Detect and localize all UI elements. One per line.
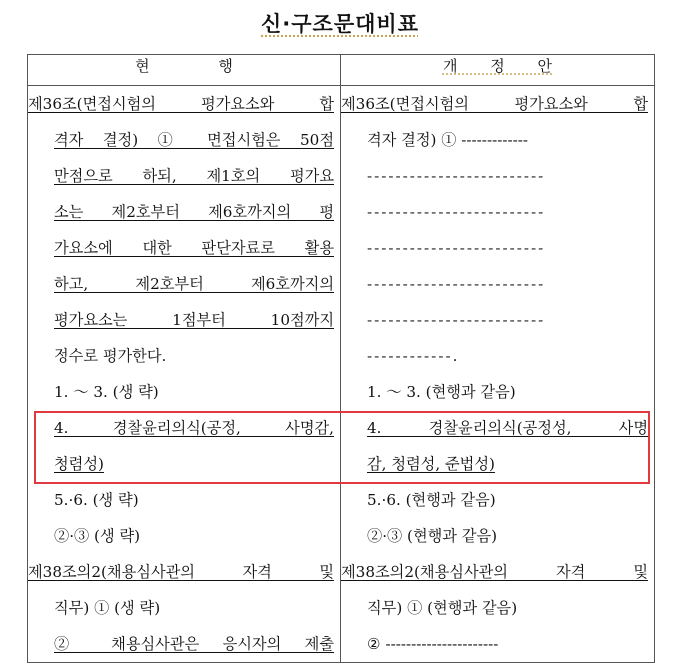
proposed-line-9: 1. ～ 3. (현행과 같음) <box>367 383 516 401</box>
proposed-line-4: ------------------------- <box>367 203 546 221</box>
comparison-table <box>27 54 655 663</box>
table-body-row <box>28 86 655 663</box>
current-line-9: 1. ～ 3. (생 략) <box>54 383 159 401</box>
current-line-3: 만점으로 하되, 제1호의 평가요 <box>54 167 334 185</box>
proposed-line-14: 제38조의2(채용심사관의 자격 및 <box>341 563 648 581</box>
header-proposed: 개 정 안 <box>341 55 655 86</box>
proposed-line-16: ② ---------------------- <box>367 635 499 653</box>
table-header-row <box>28 55 655 86</box>
current-line-6: 하고, 제2호부터 제6호까지의 <box>54 275 334 293</box>
proposed-line-1: 제36조(면접시험의 평가요소와 합 <box>341 95 648 113</box>
proposed-line-13: ②·③ (현행과 같음) <box>367 527 498 545</box>
proposed-line-7: ------------------------- <box>367 311 546 329</box>
current-line-10: 4. 경찰윤리의식(공정, 사명감, <box>54 419 334 437</box>
current-line-12: 5.·6. (생 략) <box>54 491 139 509</box>
current-line-14: 제38조의2(채용심사관의 자격 및 <box>28 563 334 581</box>
current-line-16: ② 채용심사관은 응시자의 제출 <box>54 635 334 653</box>
proposed-line-2: 격자 결정) ① ------------- <box>367 131 528 149</box>
current-line-2: 격자 결정) ① 면접시험은 50점 <box>54 131 334 149</box>
current-line-5: 가요소에 대한 판단자료로 활용 <box>54 239 334 257</box>
proposed-line-5: ------------------------- <box>367 239 546 257</box>
proposed-column <box>341 86 655 663</box>
header-current: 현 행 <box>28 55 341 86</box>
proposed-line-3: ------------------------- <box>367 167 546 185</box>
proposed-line-11: 감, 청렴성, 준법성) <box>367 455 495 473</box>
current-line-8: 정수로 평가한다. <box>54 347 167 365</box>
proposed-line-8: ------------. <box>367 347 460 365</box>
proposed-line-6: ------------------------- <box>367 275 546 293</box>
current-line-11: 청렴성) <box>54 455 104 473</box>
current-line-4: 소는 제2호부터 제6호까지의 평 <box>54 203 334 221</box>
current-line-15: 직무) ① (생 략) <box>54 599 161 617</box>
current-line-7: 평가요소는 1점부터 10점까지 <box>54 311 334 329</box>
current-line-1: 제36조(면접시험의 평가요소와 합 <box>28 95 334 113</box>
proposed-line-15: 직무) ① (현행과 같음) <box>367 599 518 617</box>
current-line-13: ②·③ (생 략) <box>54 527 141 545</box>
page-title: 신·구조문대비표 <box>261 12 419 36</box>
proposed-line-10: 4. 경찰윤리의식(공정성, 사명 <box>367 419 648 437</box>
proposed-line-12: 5.·6. (현행과 같음) <box>367 491 496 509</box>
current-column <box>28 86 341 663</box>
